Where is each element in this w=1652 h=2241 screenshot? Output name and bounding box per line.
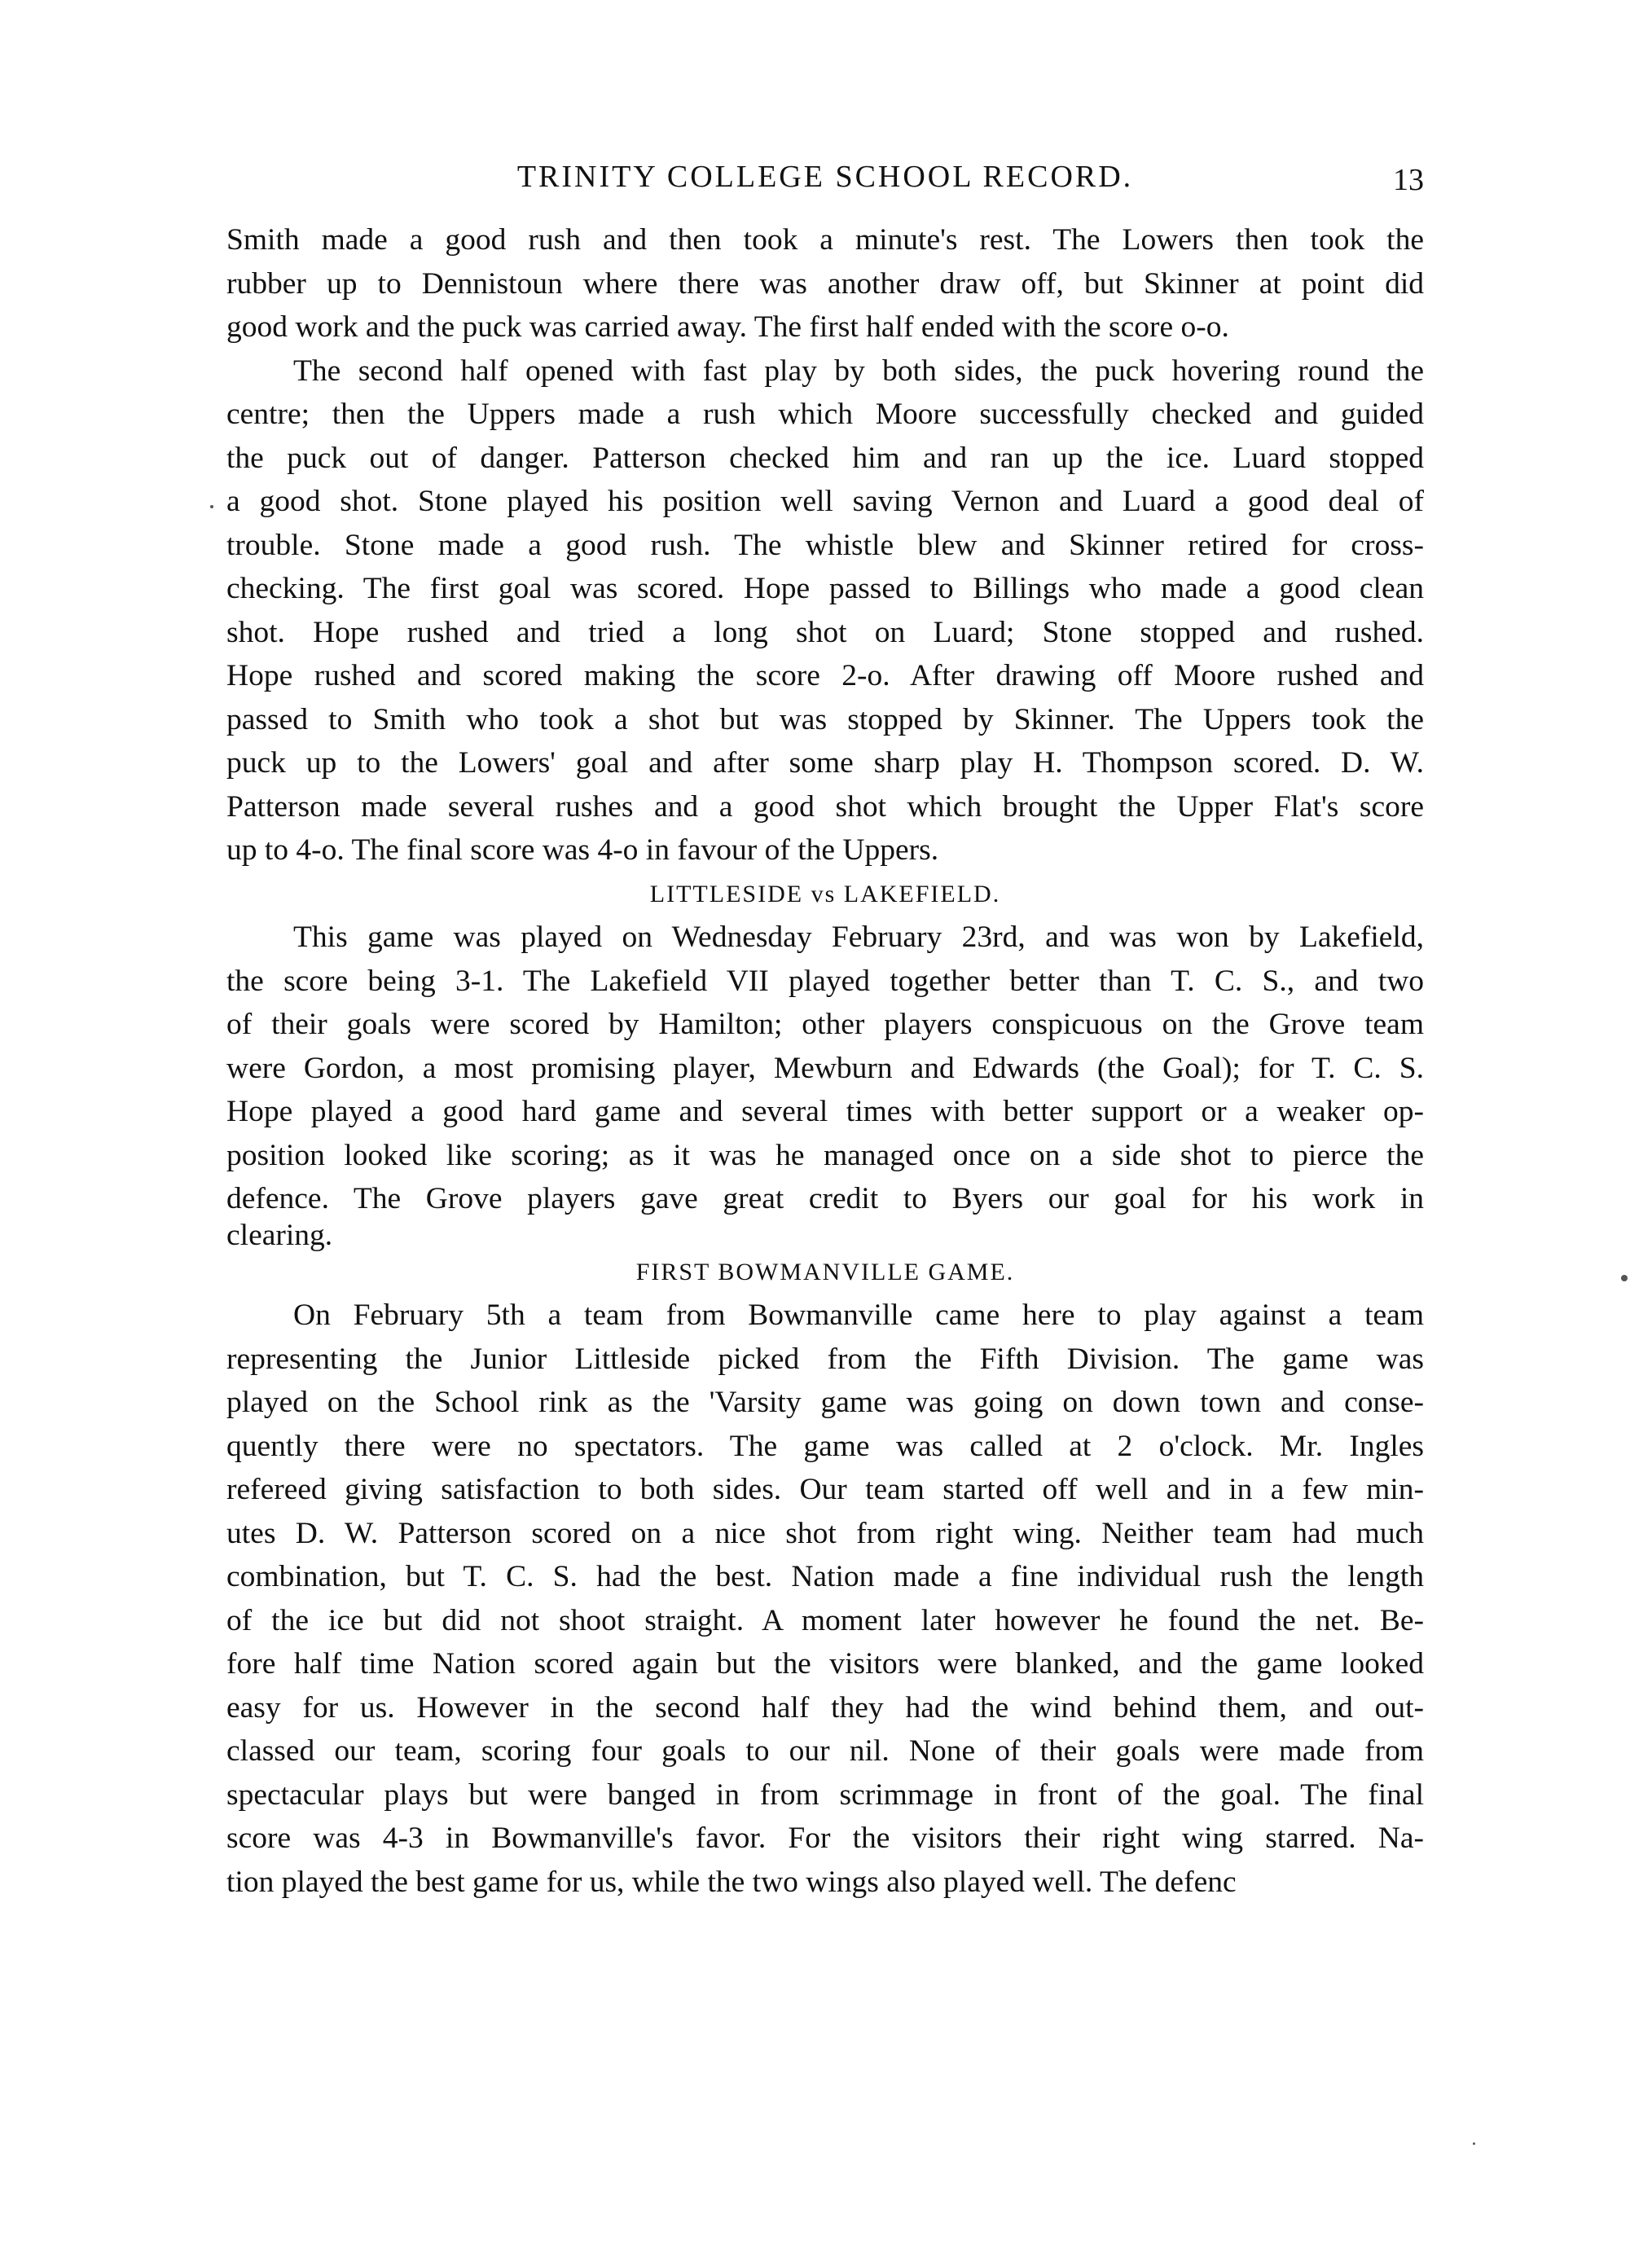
paragraph-line: passed to Smith who took a shot but was stopped by Skinner. The Uppers took the (226, 702, 1424, 736)
page-number: 13 (1393, 163, 1424, 197)
paragraph-line: good work and the puck was carried away. The first half ended with the score o-o. (226, 310, 1229, 344)
scan-speck (210, 505, 213, 508)
paragraph-line: clearing. (226, 1218, 333, 1252)
paragraph-line: This game was played on Wednesday February 23rd, and was won by Lakefield, (293, 921, 1424, 954)
paragraph-line: The second half opened with fast play by both sides, the puck hovering round the (293, 354, 1424, 388)
paragraph-line: Patterson made several rushes and a good shot which brought the Upper Flat's score (226, 789, 1424, 824)
section-first-bowmanville-game (226, 1250, 1424, 1905)
paragraph-line: up to 4-o. The final score was 4-o in favour of the Uppers. (226, 833, 939, 867)
paragraph-line: On February 5th a team from Bowmanville came here to play against a team (293, 1298, 1424, 1332)
paragraph-line: the score being 3-1. The Lakefield VII played together better than T. C. S., and two (226, 964, 1424, 998)
section-heading: FIRST BOWMANVILLE GAME. (635, 1258, 1015, 1285)
paragraph-line: fore half time Nation scored again but the visitors were blanked, and the game looked (226, 1647, 1424, 1681)
paragraph-line: quently there were no spectators. The game was called at 2 o'clock. Mr. Ingles (226, 1429, 1424, 1463)
paragraph-line: the puck out of danger. Patterson checked him and ran up the ice. Luard stopped (226, 441, 1424, 475)
paragraph-line: Hope rushed and scored making the score 2-o. After drawing off Moore rushed and (226, 659, 1424, 692)
paragraph-line: puck up to the Lowers' goal and after some sharp play H. Thompson scored. D. W. (226, 746, 1424, 780)
paragraph-line: combination, but T. C. S. had the best. Nation made a fine individual rush the length (226, 1560, 1424, 1593)
paragraph-line: of their goals were scored by Hamilton; other players conspicuous on the Grove team (226, 1008, 1424, 1041)
paragraph-line: shot. Hope rushed and tried a long shot on Luard; Stone stopped and rushed. (226, 615, 1424, 649)
paragraph-line: Smith made a good rush and then took a minute's rest. The Lowers then took the (226, 223, 1424, 257)
body-text (226, 218, 1424, 1904)
paragraph-line: score was 4-3 in Bowmanville's favor. For the visitors their right wing starred. Na- (226, 1821, 1424, 1855)
paragraph-line: rubber up to Dennistoun where there was another draw off, but Skinner at point did (226, 266, 1424, 301)
paragraph-line: centre; then the Uppers made a rush which Moore successfully checked and guided (226, 398, 1424, 431)
paragraph-line: easy for us. However in the second half they had the wind behind them, and out- (226, 1690, 1424, 1725)
paragraph-line: tion played the best game for us, while the two wings also played well. The defenc (226, 1865, 1237, 1899)
paragraph-line: spectacular plays but were banged in from scrimmage in front of the goal. The final (226, 1777, 1424, 1812)
paragraph-line: defence. The Grove players gave great credit to Byers our goal for his work in (226, 1182, 1424, 1215)
section-upper-lower-game (226, 218, 1424, 872)
running-title: TRINITY COLLEGE SCHOOL RECORD. (516, 160, 1134, 194)
paragraph-line: representing the Junior Littleside picked from the Fifth Division. The game was (226, 1342, 1424, 1376)
paragraph-line: were Gordon, a most promising player, Mewburn and Edwards (the Goal); for T. C. S. (226, 1051, 1424, 1085)
paragraph-line: Hope played a good hard game and several times with better support or a weaker op- (226, 1095, 1424, 1128)
scan-speck (1473, 2142, 1475, 2145)
paragraph-line: refereed giving satisfaction to both sides. Our team started off well and in a few min- (226, 1473, 1424, 1506)
paragraph-line: position looked like scoring; as it was he managed once on a side shot to pierce the (226, 1138, 1424, 1172)
paragraph-line: checking. The first goal was scored. Hope passed to Billings who made a good clean (226, 572, 1424, 605)
section-heading: LITTLESIDE vs LAKEFIELD. (649, 880, 1001, 907)
paragraph-line: trouble. Stone made a good rush. The whistle blew and Skinner retired for cross- (226, 528, 1424, 562)
paragraph-line: classed our team, scoring four goals to our nil. None of their goals were made from (226, 1734, 1424, 1768)
paragraph-line: a good shot. Stone played his position well saving Vernon and Luard a good deal of (226, 485, 1424, 518)
paragraph-line: utes D. W. Patterson scored on a nice shot from right wing. Neither team had much (226, 1516, 1424, 1550)
section-littleside-vs-lakefield (226, 872, 1424, 1250)
paragraph-line: of the ice but did not shoot straight. A moment later however he found the net. Be- (226, 1603, 1424, 1637)
running-head (226, 159, 1424, 200)
paragraph-line: played on the School rink as the 'Varsity game was going on down town and conse- (226, 1386, 1424, 1419)
scan-speck (1621, 1275, 1628, 1281)
